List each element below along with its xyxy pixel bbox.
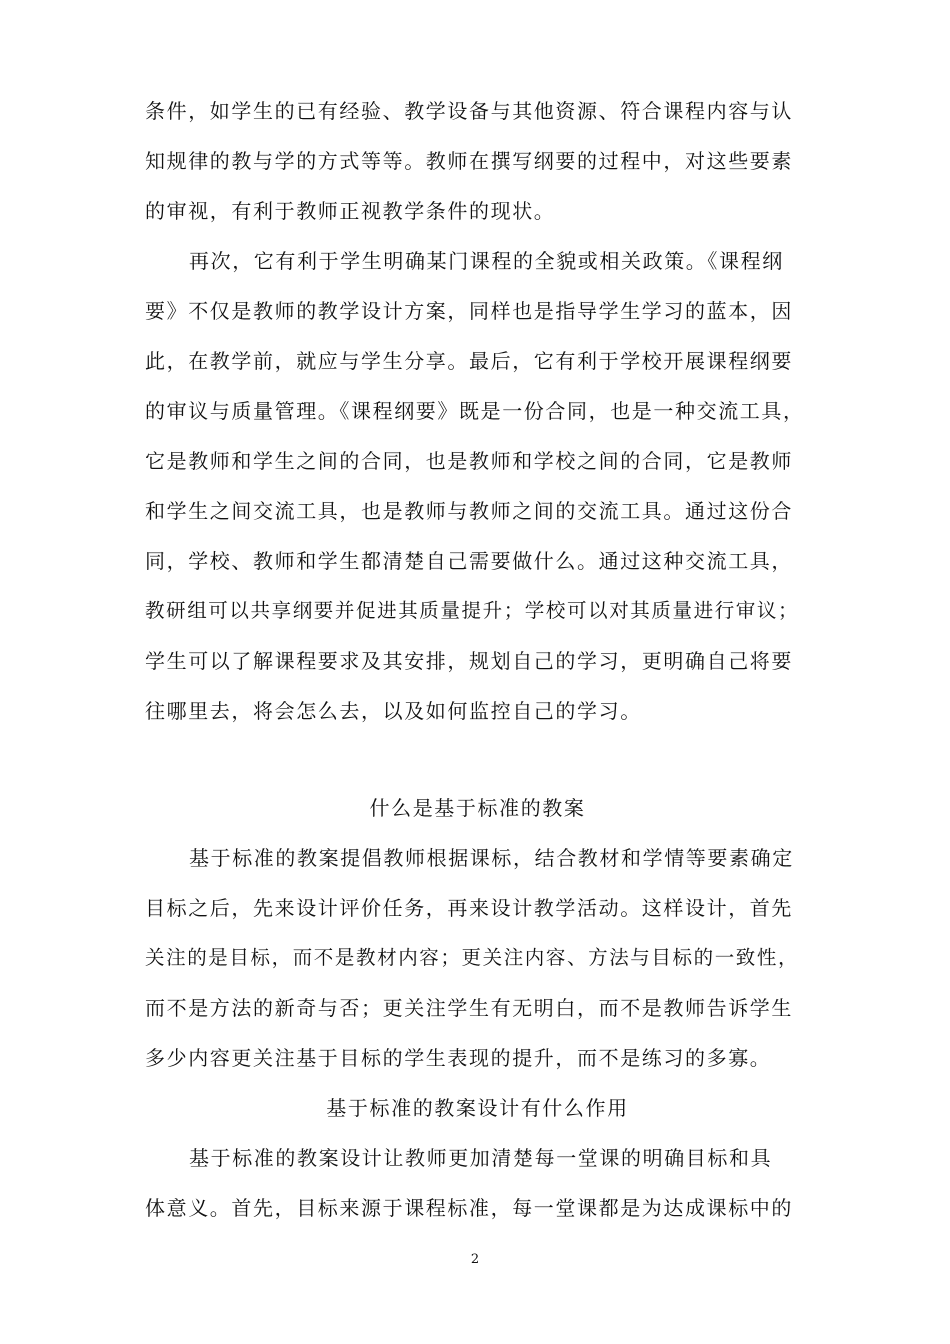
paragraph-4-line-1: 基于标准的教案设计让教师更加清楚每一堂课的明确目标和具	[189, 1146, 773, 1170]
paragraph-2-line-9: 学生可以了解课程要求及其安排，规划自己的学习，更明确自己将要	[145, 649, 793, 673]
page-number: 2	[470, 1252, 480, 1267]
paragraph-3-line-4: 而不是方法的新奇与否；更关注学生有无明白，而不是教师告诉学生	[145, 996, 793, 1020]
paragraph-3-line-1: 基于标准的教案提倡教师根据课标，结合教材和学情等要素确定	[189, 846, 794, 870]
paragraph-2-line-6: 和学生之间交流工具，也是教师与教师之间的交流工具。通过这份合	[145, 499, 793, 523]
paragraph-1-line-1: 条件，如学生的已有经验、教学设备与其他资源、符合课程内容与认	[145, 99, 793, 123]
paragraph-3-line-5: 多少内容更关注基于目标的学生表现的提升，而不是练习的多寡。	[145, 1046, 772, 1070]
paragraph-3-line-3: 关注的是目标，而不是教材内容；更关注内容、方法与目标的一致性，	[145, 946, 800, 969]
paragraph-2-line-7: 同，学校、教师和学生都清楚自己需要做什么。通过这种交流工具，	[145, 549, 793, 573]
section-heading-what-is: 什么是基于标准的教案	[369, 796, 586, 820]
paragraph-2-line-3: 此，在教学前，就应与学生分享。最后，它有利于学校开展课程纲要	[145, 349, 793, 373]
paragraph-2-line-10: 往哪里去，将会怎么去，以及如何监控自己的学习。	[145, 699, 642, 723]
paragraph-1-line-2: 知规律的教与学的方式等等。教师在撰写纲要的过程中，对这些要素	[145, 149, 793, 173]
section-heading-purpose: 基于标准的教案设计有什么作用	[326, 1096, 629, 1120]
paragraph-2-line-1: 再次，它有利于学生明确某门课程的全貌或相关政策。《课程纲	[189, 249, 784, 273]
paragraph-4-line-2: 体意义。首先，目标来源于课程标准，每一堂课都是为达成课标中的	[145, 1196, 793, 1220]
paragraph-2-line-2: 要》不仅是教师的教学设计方案，同样也是指导学生学习的蓝本，因	[145, 299, 793, 323]
paragraph-2-line-8: 教研组可以共享纲要并促进其质量提升；学校可以对其质量进行审议；	[145, 599, 800, 622]
paragraph-2-line-5: 它是教师和学生之间的合同，也是教师和学校之间的合同，它是教师	[145, 449, 793, 473]
paragraph-3-line-2: 目标之后，先来设计评价任务，再来设计教学活动。这样设计，首先	[145, 896, 793, 920]
paragraph-1-line-3: 的审视，有利于教师正视教学条件的现状。	[145, 199, 556, 223]
paragraph-2-line-4: 的审议与质量管理。《课程纲要》既是一份合同，也是一种交流工具，	[145, 399, 805, 423]
